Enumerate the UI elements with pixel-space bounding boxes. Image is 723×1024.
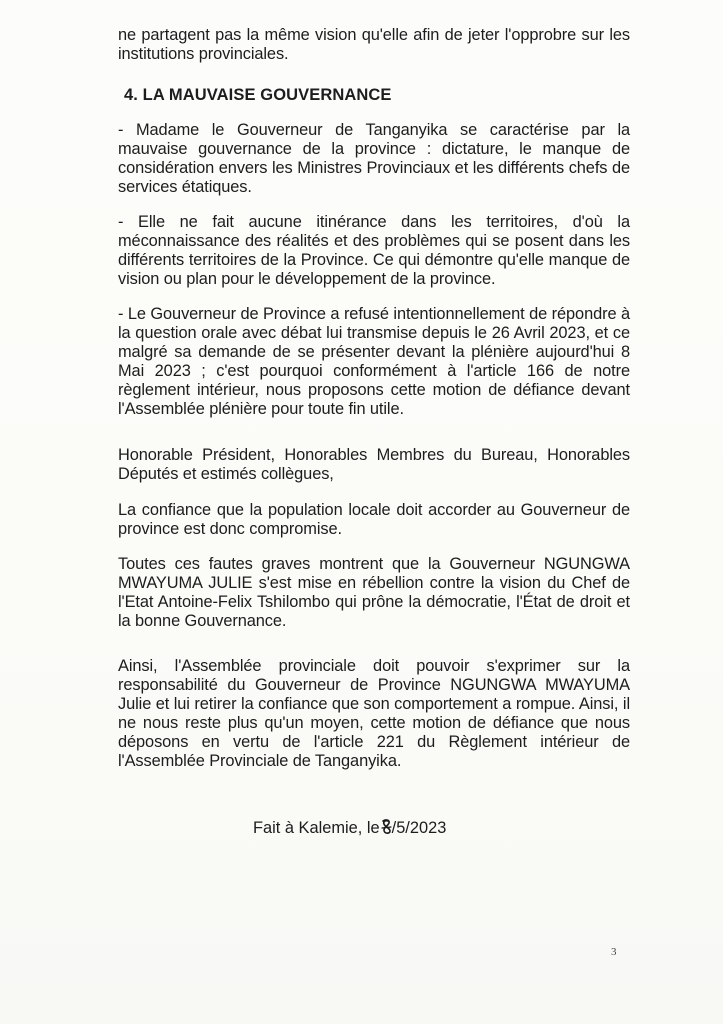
paragraph-5: Toutes ces fautes graves montrent que la Gouverneur NGUNGWA MWAYUMA JULIE s'est mise en rébellion contre la vision du Chef de l'Etat Antoine-Felix Tshilombo qui prône la démocratie, l'État de droit et la bonne Gouvernance. xyxy=(118,555,630,630)
handwritten-day-glyph xyxy=(381,819,392,836)
signature-place-date xyxy=(253,819,446,838)
paragraph-salutation: Honorable Président, Honorables Membres du Bureau, Honorables Députés et estimés collègues, xyxy=(118,446,630,483)
section-heading: 4. LA MAUVAISE GOUVERNANCE xyxy=(124,86,392,104)
paragraph-3: - Le Gouverneur de Province a refusé intentionnellement de répondre à la question orale avec débat lui transmise depuis le 26 Avril 2023, et ce malgré sa demande de se présenter devant la plénière aujourd'hui 8 Mai 2023 ; c'est pourquoi conformément à l'article 166 de notre règlement intérieur, nous proposons cette motion de défiance devant l'Assemblée plénière pour toute fin utile. xyxy=(118,305,630,418)
paragraph-2: - Elle ne fait aucune itinérance dans les territoires, d'où la méconnaissance des réalités et des problèmes qui se posent dans les différents territoires de la Province. Ce qui démontre qu'elle manque de vision ou plan pour le développement de la province. xyxy=(118,213,630,288)
paragraph-6: Ainsi, l'Assemblée provinciale doit pouvoir s'exprimer sur la responsabilité du Gouverneur de Province NGUNGWA MWAYUMA Julie et lui retirer la confiance que son comportement a rompue. Ainsi, il ne nous reste plus qu'un moyen, cette motion de défiance que nous déposons en vertu de l'article 221 du Règlement intérieur de l'Assemblée Provinciale de Tanganyika. xyxy=(118,657,630,770)
paragraph-continued: ne partagent pas la même vision qu'elle afin de jeter l'opprobre sur les institutions provinciales. xyxy=(118,26,630,63)
signature-place-text: Fait à Kalemie, le xyxy=(253,819,380,837)
paragraph-4: La confiance que la population locale doit accorder au Gouverneur de province est donc compromise. xyxy=(118,501,630,538)
page-number: 3 xyxy=(611,946,617,958)
paragraph-1: - Madame le Gouverneur de Tanganyika se caractérise par la mauvaise gouvernance de la province : dictature, le manque de considération envers les Ministres Provinciaux et les différents chefs de services étatiques. xyxy=(118,121,630,196)
signature-date-text: /5/2023 xyxy=(391,819,447,837)
